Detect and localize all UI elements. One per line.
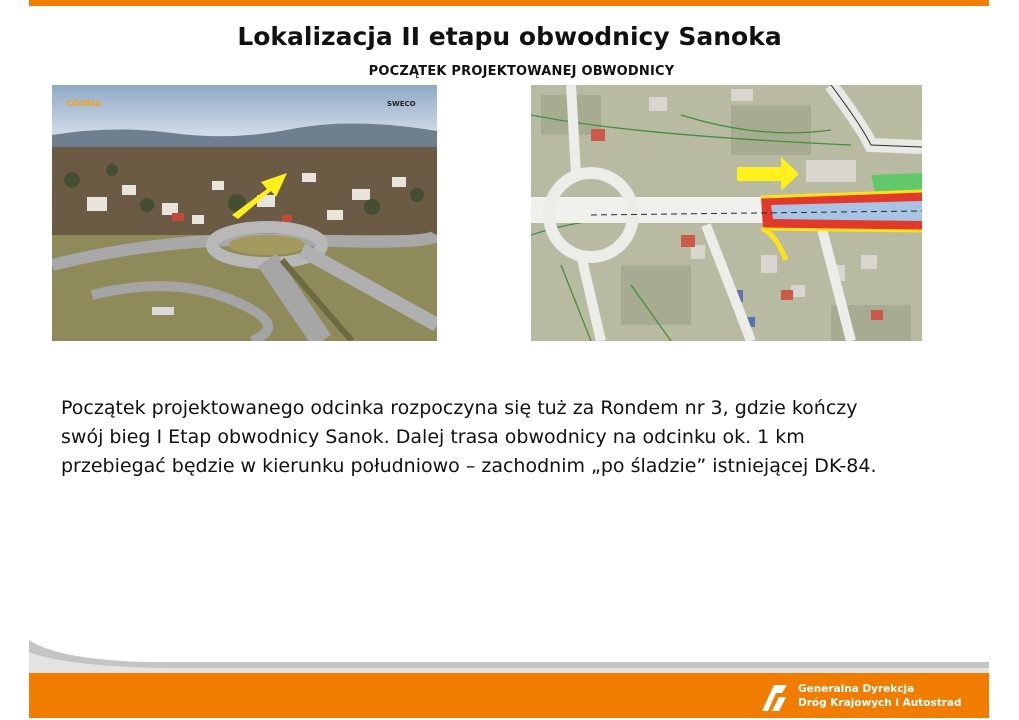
project-map (531, 85, 922, 341)
aerial-photo (52, 85, 437, 341)
footer-org-line2: Dróg Krajowych i Autostrad (798, 697, 962, 709)
photo-logo-left: COORIA (66, 99, 101, 108)
footer-org-line1: Generalna Dyrekcja (798, 683, 915, 695)
gddkia-logo-icon (760, 681, 790, 713)
top-accent-bar (29, 0, 989, 6)
description-line: swój bieg I Etap obwodnicy Sanok. Dalej trasa obwodnicy na odcinku ok. 1 km (61, 426, 805, 448)
description-paragraph (61, 394, 941, 481)
photo-logo-right: SWECO (387, 100, 416, 108)
slide-subtitle: POCZĄTEK PROJEKTOWANEJ OBWODNICY (368, 64, 675, 79)
slide-title: Lokalizacja II etapu obwodnicy Sanoka (237, 22, 782, 51)
description-line: Początek projektowanego odcinka rozpoczyna się tuż za Rondem nr 3, gdzie kończy (61, 397, 858, 419)
footer-swoosh (29, 640, 989, 674)
description-line: przebiegać będzie w kierunku południowo – zachodnim „po śladzie” istniejącej DK-84. (61, 455, 877, 477)
footer-logo (760, 681, 980, 713)
